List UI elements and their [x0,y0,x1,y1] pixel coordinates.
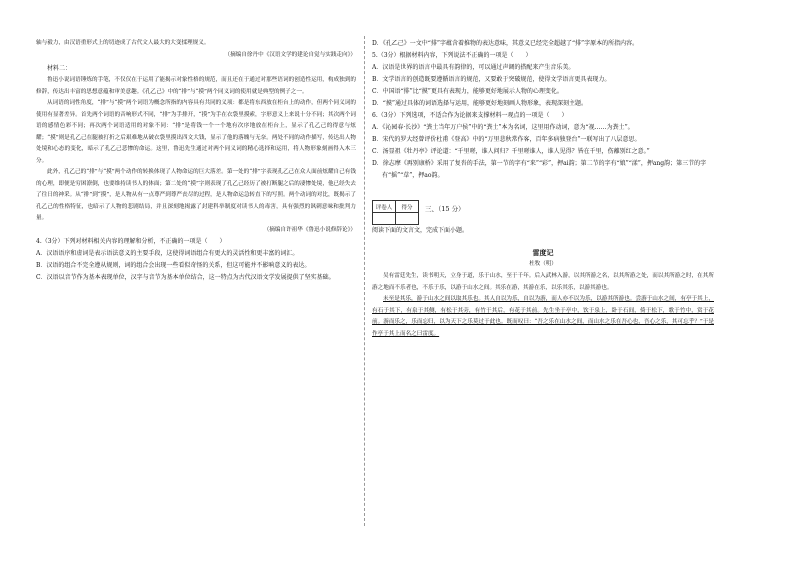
question-6-option-a[interactable]: A．《沁园春·长沙》“粪土当年万户侯”中的“粪土”本为名词，这里用作动词，意为“视……为粪土”。 [372,124,634,131]
reading-intro: 阅读下面的文言文，完成下面小题。 [372,227,469,234]
question-4-stem: 4.（3分）下列对材料相关内容的理解和分析，不正确的一项是（ ） [36,238,226,245]
score-header-score: 得分 [396,201,419,213]
source-note-1: （摘编自徐丹中《汉语文学的建论自觉与实践走向》） [224,51,356,58]
score-cell-score[interactable] [396,213,419,225]
score-cell-grader[interactable] [373,213,396,225]
source-note-2: （摘编自许祖华《鲁迅小说修辞论》） [263,226,356,233]
essay-para-1: 吴有雷廷先生，读书明天，立身于道，乐于山水，至于千年。后入武林入游，以其所游之名，以其所游之处，而以其所游之时，在其所游之地而不乐者也，不乐于乐，以游于山水之间。其乐在游，其游在乐，以乐其乐，以游其游也。 [372,273,714,291]
material-2-label: 材料二： [47,65,72,72]
question-4-option-b[interactable]: B．汉语的组合不完全遵从规则，词的组合会出现一些看似奇怪的关系，但这可能并不影响意义的表达。 [36,262,311,269]
question-4-option-d[interactable]: D．《孔乙己》一文中“排”字蕴含着推物的表达意味，其意义已经完全超越了“排”字原本的所指内容。 [372,40,639,47]
material-2-para-1: 鲁迅小说词语锤炼的手笔，不仅仅在于运用了能揭示对象性格的规范，而且还在于通过对那些语词的创造性运用，构成独到的修辞，传达出丰富的思想意蕴和审美意趣。《孔乙己》中的“排”与“摸”两个同义词的使用就是典型的例子之一。 [36,77,356,95]
question-6-option-c[interactable]: C．汤显祖《牡丹亭》评论道：“千里嗟，谁人问归？千里嗟谁人，谁人见得？皆在千里，伤離别红之意。” [372,148,650,155]
score-box [372,200,714,225]
section-label: 三、（15 分） [425,205,465,213]
question-6-option-b[interactable]: B．宋代的罗大经曾评价杜甫《登高》中的“万里悲秋常作客，百年多病独登台”一联写出了八层意思。 [372,136,641,143]
question-5-option-a[interactable]: A．汉语是世界的语言中最具有韵律的，可以通过声调的搭配来产生音乐美。 [372,64,575,71]
right-column [372,38,714,340]
material-2-para-2: 从词语的词性角度，“排”与“摸”两个词语为概念所指的内容具有共同的义项：都是将东西放在柜台上的动作，但两个同义词的使用有显著差异。首先两个词语的音响形式不同，“排”为手排开，“摸”为手在衣袋里摸索，字形意义上来说十分不同；其次两个词语的感情色彩不同；再次两个词语适用的对象不同：“排”是将钱一个一个地有次序地放在柜台上，显示了孔乙己的得意与炫耀；“摸”则是孔乙己在腿被打折之后艰难地从破衣袋里摸出四文大钱，显示了他的落魄与无奈。两处不同的动作描写，传达出人物处境和心态的变化，暗示了孔乙己悲惨的命运。这里，鲁迅先生通过对两个同义词的精心选择和运用，将人物形象刻画得入木三分。 [36,100,356,164]
score-table [372,200,419,225]
question-6-stem: 6.（3分）下列选项，不适合作为论据来支撑材料一观点的一项是（ ） [372,112,568,119]
question-6-option-d[interactable]: D．徐志摩《再别康桥》采用了复沓的手法，第一节的字有“来”“彩”，押ai韵；第二节的字有“娘”“漾”，押ang韵；第三节的字有“摇”“草”，押ao韵。 [372,160,707,179]
essay-para-2: 未至是其乐，游于山水之间以取其乐也。其人自以为乐，自以为游，而人亦不以为乐，以游其所游也。尝游于山水之间，有亭于其上，有石于其下，有泉于其侧，有松于其旁，有竹于其后，有花于其前。先生坐于亭中，饮于泉上，卧于石间，倚于松下，歌于竹中，赏于花前。游而乐之，乐而忘归，以为天下之乐莫过于此也。既而叹曰：“吾之乐在山水之间，而山水之乐在吾心也，吾心之乐，其可忘乎？”于是作亭于其上而名之曰雷度。 [372,296,714,337]
essay-title: 雷度记 [532,248,554,257]
question-5-option-d[interactable]: D．“摸”通过具体的词语选择与运用，能够更好地刻画人物形象，表现深刻主题。 [372,100,587,107]
intro-line: 轴与毅力，由汉语重形式上的切迹成了古代文人最大的大变揉理规义。 [36,40,210,46]
question-4-option-c[interactable]: C．汉语以音节作为基本表现单位，汉字与音节为基本单位结合，这一特点为古代汉语文学发展提供了坚实基础。 [36,274,335,281]
question-5-stem: 5.（3分）根据材料内容，下列说法不正确的一项是（ ） [372,52,532,59]
material-2-para-3: 此外，孔乙己的“排”与“摸”两个动作的转换体现了人物命运的巨大落差。第一处的“排”字表现孔乙己在众人面前炫耀自己有钱的心理，即便是穷困潦倒，也要维持读书人的体面；第二处的“摸”字则表现了孔乙己经历了被打断腿之后的凄惨处境，他已经失去了往日的神采。从“排”到“摸”，是人物从有一点尊严到尊严丧尽的过程，是人物命运急转直下的写照。两个动词的对比，既揭示了孔乙己的性格特征，也暗示了人物的悲剧结局，并且深刻地揭露了封建科举制度对读书人的毒害，具有强烈的讽刺意味和批判力量。 [36,169,356,221]
essay-author: 杜牧（明） [529,261,557,267]
question-5-option-b[interactable]: B．文学语言的创造既要遵循语言的规范，又要敢于突破规范，使得文学语言更具表现力。 [372,76,611,83]
question-5-option-c[interactable]: C．中国语“排”比“摸”更具有表现力，能够更好地展示人物的心理变化。 [372,88,563,95]
question-4-option-a[interactable]: A．汉语语序和虚词是表示语法意义的主要手段，这使得词语组合有更大的灵活性和更丰富的词汇。 [36,250,299,257]
left-column [36,38,356,284]
fold-line [364,36,365,526]
score-header-grader: 评卷人 [373,201,396,213]
